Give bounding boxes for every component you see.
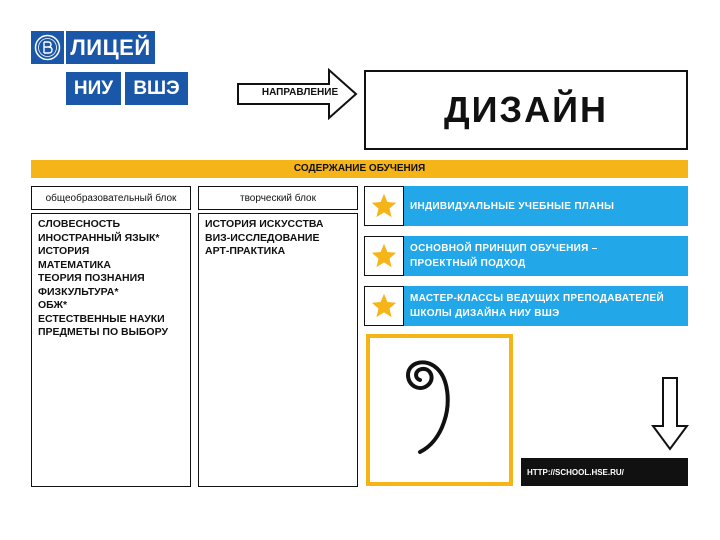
list-item: ИНОСТРАННЫЙ ЯЗЫК*: [38, 231, 160, 244]
list-item: ОБЖ*: [38, 299, 68, 311]
feature-project-approach: [404, 236, 688, 276]
feature-star-1: [364, 186, 404, 226]
list-item: ЕСТЕСТВЕННЫЕ НАУКИ: [38, 312, 165, 325]
list-item: ТЕОРИЯ ПОЗНАНИЯ: [38, 272, 145, 284]
feature-text-line: ПРОЕКТНЫЙ ПОДХОД: [410, 258, 526, 269]
feature-star-3: [364, 286, 404, 326]
feature-master-classes: [404, 286, 688, 326]
website-url-link[interactable]: HTTP://SCHOOL.HSE.RU/: [521, 458, 688, 486]
section-header: СОДЕРЖАНИЕ ОБУЧЕНИЯ: [31, 160, 688, 178]
list-item: ПРЕДМЕТЫ ПО ВЫБОРУ: [38, 326, 168, 338]
direction-label: НАПРАВЛЕНИЕ: [261, 87, 339, 98]
list-item: МАТЕМАТИКА: [38, 258, 111, 271]
list-item: ИСТОРИЯ: [38, 245, 90, 257]
down-arrow-icon: [650, 376, 690, 452]
list-item: ВИЗ-ИССЛЕДОВАНИЕ: [205, 231, 320, 244]
list-item: СЛОВЕСНОСТЬ: [38, 218, 121, 230]
feature-individual-plans: [404, 186, 688, 226]
emblem-icon: [34, 34, 61, 61]
hse-emblem-logo: [31, 31, 64, 64]
general-block-header: общеобразовательный блок: [31, 186, 191, 210]
list-item: ИСТОРИЯ ИСКУССТВА: [205, 218, 324, 230]
star-icon: [370, 192, 398, 220]
spiral-illustration-box: [366, 334, 513, 486]
general-block-list: [31, 213, 191, 487]
logo-lyceum-text: ЛИЦЕЙ: [66, 31, 155, 64]
star-icon: [370, 292, 398, 320]
feature-text-line: ШКОЛЫ ДИЗАЙНА НИУ ВШЭ: [410, 308, 560, 319]
star-icon: [370, 242, 398, 270]
creative-block-list: [198, 213, 358, 487]
logo-hse-text: ВШЭ: [125, 72, 188, 105]
list-item: ФИЗКУЛЬТУРА*: [38, 285, 119, 298]
list-item: АРТ-ПРАКТИКА: [205, 245, 286, 257]
feature-text-line: ОСНОВНОЙ ПРИНЦИП ОБУЧЕНИЯ –: [410, 243, 598, 254]
program-title: ДИЗАЙН: [364, 70, 688, 150]
feature-text-line: МАСТЕР-КЛАССЫ ВЕДУЩИХ ПРЕПОДАВАТЕЛЕЙ: [410, 293, 664, 304]
spiral-icon: [400, 360, 480, 460]
feature-text-line: ИНДИВИДУАЛЬНЫЕ УЧЕБНЫЕ ПЛАНЫ: [410, 200, 615, 212]
creative-block-header: творческий блок: [198, 186, 358, 210]
feature-star-2: [364, 236, 404, 276]
logo-niu-text: НИУ: [66, 72, 121, 105]
